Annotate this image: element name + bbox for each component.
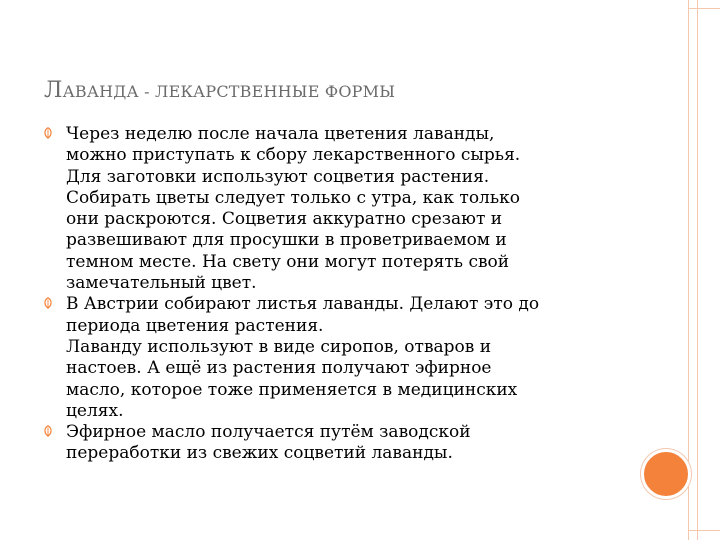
bullet-1-line-8: замечательный цвет. xyxy=(66,273,257,294)
frame-line-top xyxy=(688,8,720,9)
bullet-2-line-5: масло, которое тоже применяется в медицинских xyxy=(66,379,518,400)
bullet-2-line-6: целях. xyxy=(66,400,124,421)
title-first-letter: Л xyxy=(44,78,63,103)
bullet-1-line-6: развешивают для просушки в проветриваемом и xyxy=(66,230,507,251)
slide-title xyxy=(44,78,395,103)
leaf-bullet-icon xyxy=(42,425,54,437)
leaf-bullet-icon xyxy=(42,297,54,309)
leaf-bullet-icon xyxy=(42,127,54,139)
bullet-2-line-4: настоев. А ещё из растения получают эфирное xyxy=(66,358,492,379)
bullet-1-line-1: Через неделю после начала цветения лаванды, xyxy=(66,124,495,144)
bullet-1-line-2: можно приступать к сбору лекарственного сырья. xyxy=(66,145,521,166)
title-first-word-rest: АВАНДА xyxy=(62,82,139,101)
decorative-orange-circle xyxy=(641,449,691,499)
bullet-2-line-3: Лаванду используют в виде сиропов, отваров и xyxy=(66,336,492,357)
bullet-3-line-1: Эфирное масло получается путём заводской xyxy=(66,422,471,443)
frame-line-vertical-left xyxy=(688,0,689,540)
bullet-list xyxy=(42,124,642,465)
bullet-item-2 xyxy=(42,294,642,422)
bullet-2-line-2: периода цветения растения. xyxy=(66,315,324,336)
bullet-1-line-4: Собирать цветы следует только с утра, как только xyxy=(66,187,520,208)
bullet-item-3 xyxy=(42,422,642,465)
title-rest: - ЛЕКАРСТВЕННЫЕ ФОРМЫ xyxy=(138,82,396,101)
bullet-1-line-5: они раскроются. Соцветия аккуратно срезают и xyxy=(66,209,503,230)
bullet-item-1 xyxy=(42,124,642,294)
frame-line-vertical-right xyxy=(697,0,698,540)
bullet-1-line-7: темном месте. На свету они могут потерять свой xyxy=(66,251,510,272)
bullet-3-line-2: переработки из свежих соцветий лаванды. xyxy=(66,443,453,464)
bullet-1-line-3: Для заготовки используют соцветия растения. xyxy=(66,166,490,187)
frame-line-bottom xyxy=(688,530,720,531)
bullet-2-line-1: В Австрии собирают листья лаванды. Делают это до xyxy=(66,294,540,315)
